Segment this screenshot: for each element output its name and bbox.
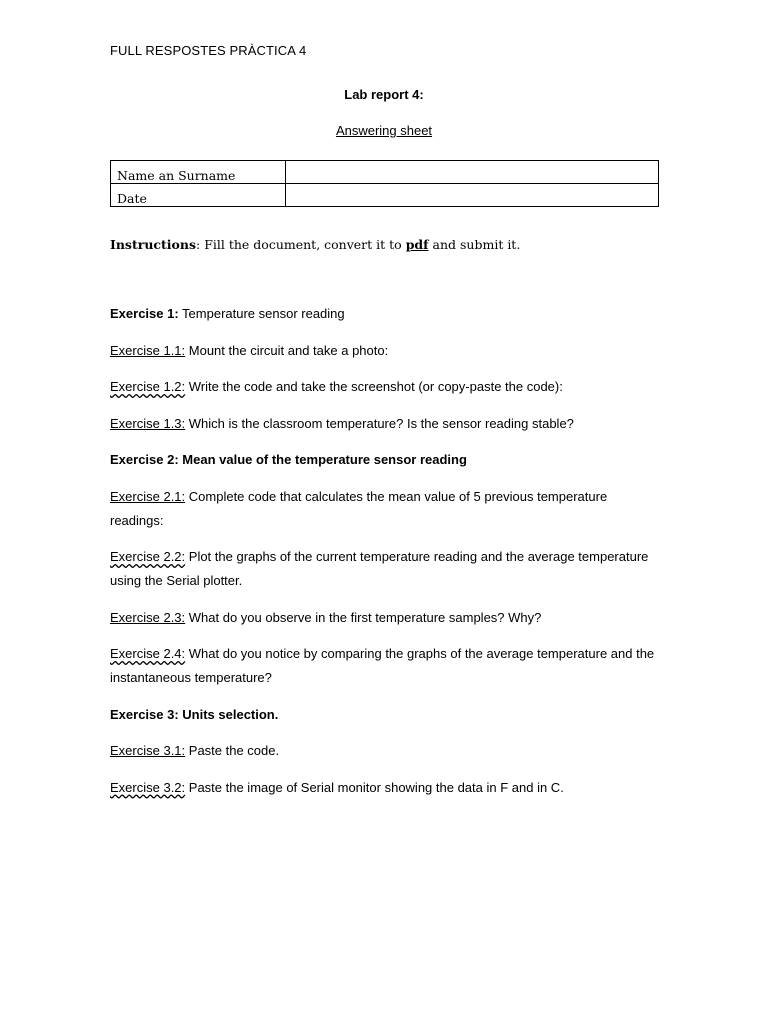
exercise-text: What do you observe in the first temperature samples? Why? (185, 609, 542, 625)
exercise-3-1 (110, 739, 660, 763)
exercise-2-4 (110, 642, 660, 690)
name-label: Name an Surname (111, 161, 286, 184)
exercise-3 (110, 703, 660, 727)
exercise-1-2 (110, 375, 660, 399)
exercise-text: Write the code and take the screenshot (or copy-paste the code): (185, 379, 563, 394)
instructions-paragraph (110, 237, 520, 252)
exercise-3-2 (110, 776, 660, 800)
instructions-text-after: and submit it. (428, 237, 521, 252)
exercise-text: Mount the circuit and take a photo: (185, 342, 389, 358)
exercise-label: Exercise 3.1: (110, 743, 186, 758)
exercise-label: Exercise 2.4: (110, 646, 186, 661)
exercise-2-1 (110, 485, 660, 533)
document-title: Lab report 4: (344, 87, 424, 102)
page-header: FULL RESPOSTES PRÀCTICA 4 (110, 43, 307, 58)
instructions-text-before: : Fill the document, convert it to (196, 237, 406, 252)
exercise-label: Exercise 2.2: (110, 549, 186, 564)
exercise-1-1 (110, 339, 660, 363)
instructions-label: Instructions (110, 237, 197, 252)
exercise-label: Exercise 2.3: (110, 609, 186, 625)
exercise-text: Temperature sensor reading (178, 306, 345, 321)
exercise-text: Plot the graphs of the current temperature reading and the average temperature using the Serial plotter. (110, 549, 649, 588)
exercise-label: Exercise 3.2: (110, 779, 186, 795)
exercise-list (110, 302, 660, 812)
exercise-label: Exercise 1.2: (110, 379, 186, 394)
exercise-label: Exercise 3: Units selection. (110, 706, 279, 722)
name-field[interactable] (286, 161, 659, 184)
exercise-text: Complete code that calculates the mean value of 5 previous temperature readings: (110, 488, 608, 528)
document-subtitle: Answering sheet (335, 123, 433, 138)
exercise-label: Exercise 1: (110, 306, 179, 321)
student-info-table (110, 160, 659, 207)
date-field[interactable] (286, 184, 659, 207)
exercise-text: Paste the image of Serial monitor showing the data in F and in C. (185, 779, 564, 795)
exercise-2-3 (110, 606, 660, 630)
table-row (111, 184, 659, 207)
exercise-label: Exercise 2.1: (110, 488, 186, 504)
exercise-text: Which is the classroom temperature? Is the sensor reading stable? (185, 415, 574, 431)
exercise-2-2 (110, 545, 660, 593)
instructions-pdf: pdf (405, 237, 429, 252)
date-label: Date (111, 184, 286, 207)
exercise-1-3 (110, 412, 660, 436)
exercise-text: Paste the code. (185, 743, 280, 758)
exercise-1 (110, 302, 660, 326)
exercise-2 (110, 448, 660, 472)
exercise-label: Exercise 2: Mean value of the temperature sensor reading (110, 452, 467, 467)
exercise-label: Exercise 1.1: (110, 342, 186, 358)
table-row (111, 161, 659, 184)
exercise-label: Exercise 1.3: (110, 415, 186, 431)
exercise-text: What do you notice by comparing the graphs of the average temperature and the instantaneous temperature? (110, 646, 655, 685)
